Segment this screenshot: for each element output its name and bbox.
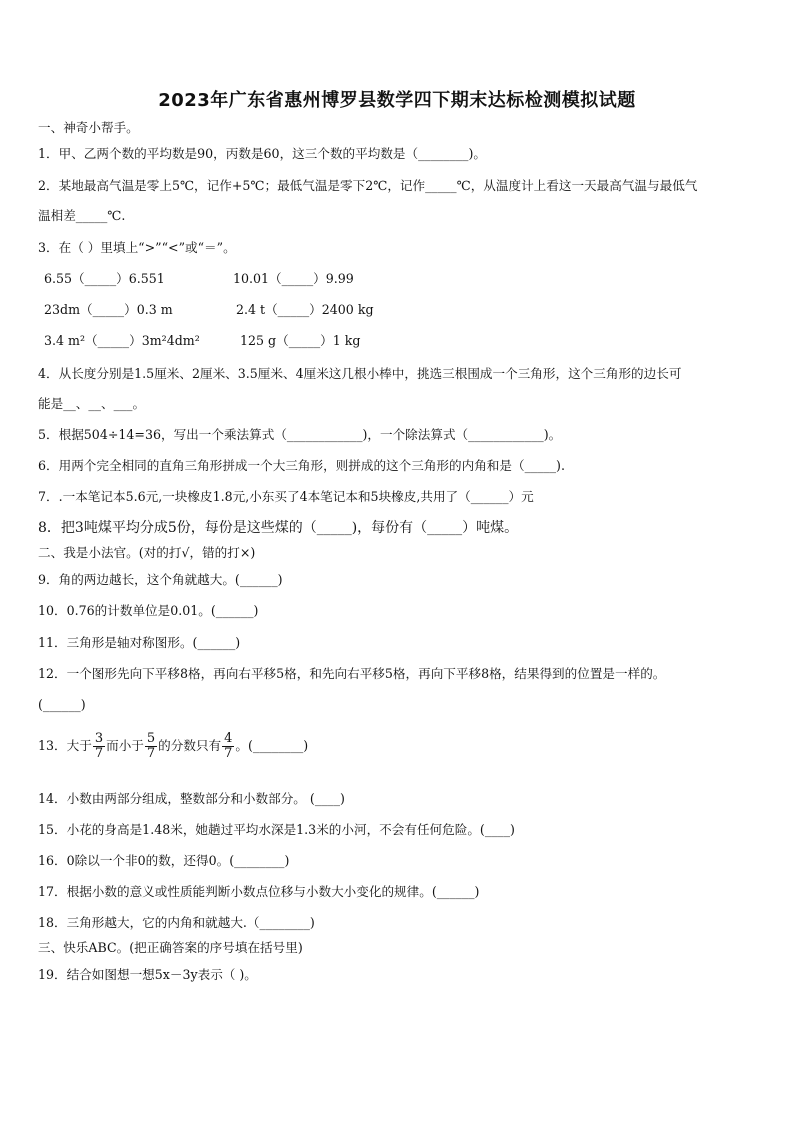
question-8: 8．把3吨煤平均分成5份，每份是这些煤的（_____)，每份有（_____）吨煤。 [38,520,519,536]
fraction-1-numerator: 3 [94,731,104,746]
question-12-line-2: (______) [38,697,86,712]
question-19: 19．结合如图想一想5x－3y表示（ )。 [38,967,257,982]
question-9: 9．角的两边越长，这个角就越大。(______) [38,572,283,587]
question-2-line-2: 温相差_____℃. [38,208,126,223]
question-17: 17．根据小数的意义或性质能判断小数点位移与小数大小变化的规律。(______) [38,884,480,899]
question-16: 16．0除以一个非0的数，还得0。(________) [38,853,290,868]
question-10: 10．0.76的计数单位是0.01。(______) [38,603,259,618]
question-4-line-1: 4．从长度分别是1.5厘米、2厘米、3.5厘米、4厘米这几根小棒中，挑选三根围成一个三角形，这个三角形的边长可 [38,366,682,381]
question-2-line-1: 2．某地最高气温是零上5℃，记作+5℃；最低气温是零下2℃，记作_____℃，从温度计上看这一天最高气温与最低气 [38,178,698,193]
question-5: 5．根据504÷14=36，写出一个乘法算式（____________)，一个除法算式（____________)。 [38,427,562,442]
question-15: 15．小花的身高是1.48米，她趟过平均水深是1.3米的小河，不会有任何危险。(____) [38,822,515,837]
section-1-heading: 一、神奇小帮手。 [38,120,139,135]
question-13-middle-2: 的分数只有 [158,738,222,753]
fraction-2-denominator: 7 [146,746,156,761]
question-4-line-2: 能是__、__、___。 [38,396,146,411]
question-3-compare-2a: 23dm（_____）0.3 m [44,302,173,317]
question-3-compare-3a: 3.4 m²（_____）3m²4dm² [44,333,200,348]
section-3-heading: 三、快乐ABC。(把正确答案的序号填在括号里) [38,940,303,955]
question-13-suffix: 。(________) [235,738,309,753]
section-2-heading: 二、我是小法官。(对的打√，错的打×) [38,545,256,560]
question-1: 1．甲、乙两个数的平均数是90，丙数是60，这三个数的平均数是（________)。 [38,146,486,161]
question-6: 6．用两个完全相同的直角三角形拼成一个大三角形，则拼成的这个三角形的内角和是（_____). [38,458,565,473]
question-14: 14．小数由两部分组成，整数部分和小数部分。 (____) [38,791,345,806]
fraction-five-sevenths [145,732,157,761]
question-13-prefix: 13．大于 [38,738,92,753]
question-3: 3．在（ ）里填上“>”“<”或“＝”。 [38,240,236,255]
question-13-middle-1: 而小于 [106,738,144,753]
question-13 [38,726,308,766]
question-7: 7．.一本笔记本5.6元,一块橡皮1.8元,小东买了4本笔记本和5块橡皮,共用了（______）元 [38,489,534,504]
fraction-2-numerator: 5 [146,731,156,746]
page-title: 2023年广东省惠州博罗县数学四下期末达标检测模拟试题 [158,90,636,111]
question-11: 11．三角形是轴对称图形。(______) [38,635,241,650]
fraction-three-sevenths [93,732,105,761]
question-3-compare-1b: 10.01（_____）9.99 [233,271,354,286]
fraction-3-denominator: 7 [224,746,233,761]
question-3-compare-1a: 6.55（_____）6.551 [44,271,165,286]
fraction-3-numerator: 4 [224,731,233,746]
question-18: 18．三角形越大，它的内角和就越大.（________) [38,915,315,930]
question-3-compare-3b: 125 g（_____）1 kg [240,333,361,348]
fraction-1-denominator: 7 [94,746,104,761]
question-12-line-1: 12．一个图形先向下平移8格，再向右平移5格，和先向右平移5格，再向下平移8格，结果得到的位置是一样的。 [38,666,666,681]
question-3-compare-2b: 2.4 t（_____）2400 kg [236,302,374,317]
fraction-four-sevenths [222,732,234,761]
